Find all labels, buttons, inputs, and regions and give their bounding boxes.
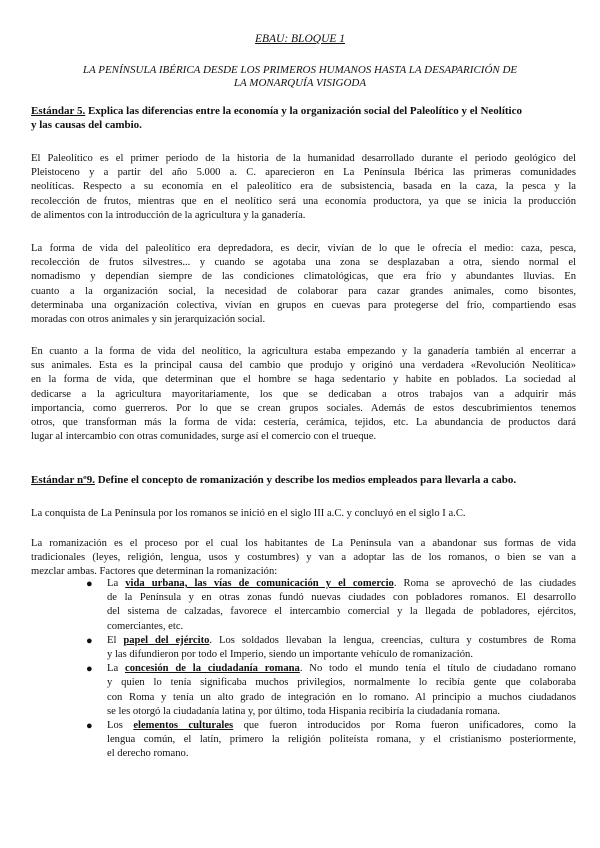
bullet-icon: ● [86,720,93,733]
list-item: ● La vida urbana, las vías de comunicación y el comercio. Roma se aprovechó de las ciudades de la Península y en otras zonas fundó nuevas ciudades con pobladores romanos. El desarrollo del sistema de calzadas, favorece el intercambio comercial y la llegada de pobladores, ejércitos, comerciantes, etc. [86,578,576,632]
standard-5-label: Estándar 5. [31,105,86,117]
paragraph-conquest: La conquista de La Península por los romanos se inició en el siglo III a.C. y concluyó en el siglo I a.C. [31,508,466,519]
document-title [40,64,560,90]
standard-9-text: Define el concepto de romanización y describe los medios empleados para llevarla a cabo. [94,474,517,486]
list-item: ● Los elementos culturales que fueron introducidos por Roma fueron unificadores, como la lengua común, el latín, primero la religión politeísta romana, y el cristianismo posteriormente, el derecho romano. [86,720,576,760]
paragraph-paleolithic-intro: El Paleolítico es el primer periodo de la historia de la humanidad desarrollado durante el periodo geológico del Pleistoceno y a partir del año 5.000 a. C. aparecieron en La Península Ibérica las primeras comunidades neolíticas. Respecto a su economía en el paleolítico era de subsistencia, basada en la caza, la pesca y la recolección de frutos, mientras que en el neolítico será una economía productora, ya que se inicia la producción de alimentos con la introducción de la agricultura y la ganadería. [31,153,576,221]
list-item: ● La concesión de la ciudadanía romana. No todo el mundo tenía el título de ciudadano romano y quien lo tenía significaba muchos privilegios, normalmente lo recibía gente que colaboraba con Roma y tenía un alto grado de integración en lo romano. Al principio a muchos ciudadanos se les otorgó la ciudadanía latina y, por último, toda Hispania recibiría la ciudadanía romana. [86,663,576,717]
standard-5-text-2: y las causas del cambio. [31,119,142,131]
romanization-factors-list [86,577,576,762]
paragraph-romanization: La romanización es el proceso por el cual los habitantes de La Península van a abandonar sus formas de vida tradicionales (leyes, religión, lengua, usos y costumbres) y van a adoptar las de los romanos, o bien se van a mezclar ambas. Factores que determinan la romanización: [31,538,576,578]
bullet-icon: ● [86,663,93,676]
paragraph-neolithic-life: En cuanto a la forma de vida del neolítico, la agricultura estaba empezando y la ganadería también al encerrar a sus animales. Esta es la principal causa del cambio que produjo y originó una verdadera «Revolución Neolítica» en la forma de vida, que determinan que el hombre se haga sedentario y habite en poblados. La sociedad al dedicarse a la agricultura mayoritariamente, los que se dedicaban a otros trabajos van a adquirir más importancia, como guerreros. Por lo que se crean grupos sociales. Además de estos descubrimientos tenemos otros, que transforman más la forma de vida: cestería, cerámica, tejidos, etc. La abundancia de productos dará lugar al intercambio con otras comunidades, surge así el comercio con el trueque. [31,346,576,443]
bullet-icon: ● [86,634,93,647]
standard-9-label: Estándar nº9. [31,474,95,486]
document-header: EBAU: BLOQUE 1 [254,33,346,45]
standard-5-text: Explica las diferencias entre la economía y la organización social del Paleolítico y el Neolítico [85,105,522,117]
list-item: ● El papel del ejército. Los soldados llevaban la lengua, creencias, cultura y costumbres de Roma y las difundieron por todo el Imperio, siendo un importante vehículo de romanización. [86,634,576,661]
title-line-2: LA MONARQUÍA VISIGODA [233,77,367,89]
bullet-icon: ● [86,578,93,590]
standard-5-heading [31,104,576,132]
standard-9-heading [31,473,576,487]
title-line-1: LA PENÍNSULA IBÉRICA DESDE LOS PRIMEROS HUMANOS HASTA LA DESAPARICIÓN DE [82,64,518,76]
paragraph-paleolithic-life: La forma de vida del paleolítico era depredadora, es decir, vivían de lo que le ofrecía el medio: caza, pesca, recolección de frutos silvestres... y cuando se agotaba una zona se desplazaban a otra, siendo normal el nomadismo y dependían siempre de las condiciones climatológicas, que era frío y abundantes lluvias. En cuanto a la organización social, la necesidad de colaborar para cazar grandes animales, como bisontes, determinaba una organización colectiva, vivían en grupos en cuevas para protegerse del frío, compartiendo esas moradas con otros animales y sin jerarquización social. [31,243,576,326]
